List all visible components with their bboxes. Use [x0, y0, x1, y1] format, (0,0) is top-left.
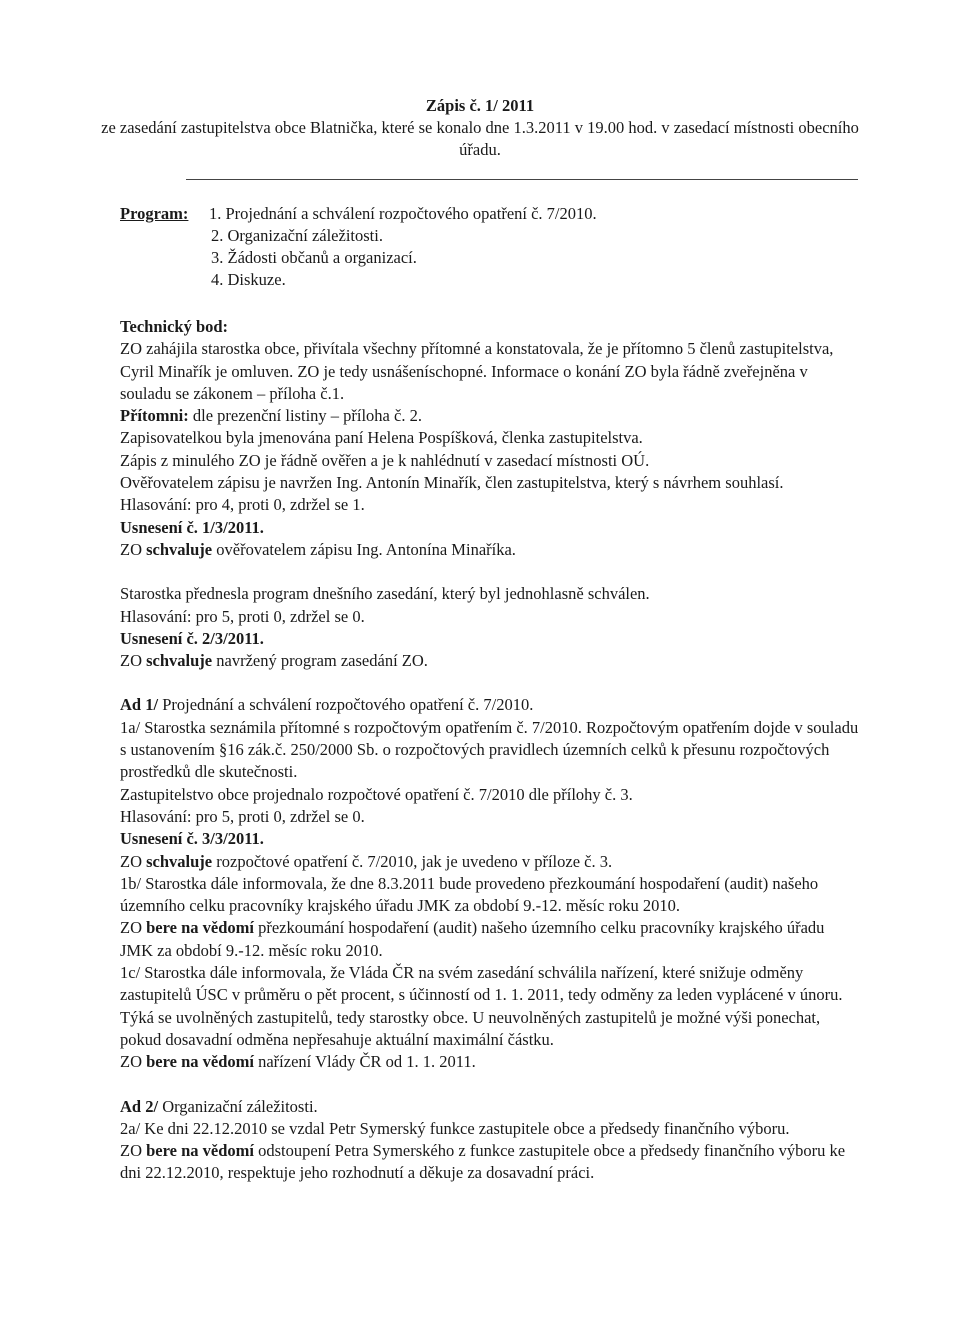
- technical-paragraph: ZO zahájila starostka obce, přivítala všechny přítomné a konstatovala, že je přítomno 5 členů zastupitelstva, Cyril Minařík je omluven. ZO je tedy usnášeníschopné. Informace o konání ZO byla řádně zveřejněna v souladu se zákonem – příloha č.1.: [120, 339, 834, 403]
- resolution-subject: ZO: [120, 651, 142, 671]
- ad1-title: Projednání a schválení rozpočtového opatření č. 7/2010.: [162, 695, 534, 715]
- resolution-number: Usnesení č. 1/3/2011.: [120, 517, 264, 537]
- minutes-line: Zápis z minulého ZO je řádně ověřen a je k nahlédnutí v zasedací místnosti OÚ.: [120, 450, 650, 470]
- verifier-line: Ověřovatelem zápisu je navržen Ing. Antonín Minařík, člen zastupitelstva, který s návrhem souhlasí.: [120, 473, 784, 493]
- note-verb: bere na vědomí: [146, 1141, 254, 1161]
- note-subject: ZO: [120, 1141, 142, 1161]
- present-label: Přítomni:: [120, 406, 189, 426]
- ad1-heading: [120, 694, 860, 716]
- ad1-paragraph-c: 1c/ Starostka dále informovala, že Vláda ČR na svém zasedání schválila nařízení, které snižuje odměny zastupitelů ÚSC v průměru o pět procent, s účinností od 1. 1. 2011, tedy odměny za leden vyplácené v únoru. Týká se uvolněných zastupitelů, tedy starostky obce. U neuvolněných zastupitelů je možné výši ponechat, pokud dosavadní odměna nepřesahuje aktuální maximální částku.: [120, 963, 843, 1049]
- resolution-verb: schvaluje: [146, 651, 213, 671]
- note-verb: bere na vědomí: [146, 918, 254, 938]
- ad1-c-note: [120, 1051, 860, 1073]
- ad2-a-note: [120, 1140, 860, 1185]
- recorder-line: Zapisovatelkou byla jmenována paní Helena Pospíšková, členka zastupitelstva.: [120, 428, 643, 448]
- ad1-paragraph-b: 1b/ Starostka dále informovala, že dne 8.3.2011 bude provedeno přezkoumání hospodaření (audit) našeho územního celku pracovníky krajského úřadu JMK za období 9.-12. měsíc roku 2010.: [120, 873, 819, 916]
- resolution-text: [120, 650, 860, 672]
- ad2-title: Organizační záležitosti.: [162, 1096, 318, 1116]
- ad2-label: Ad 2/: [120, 1096, 159, 1116]
- document-title: Zápis č. 1/ 2011: [425, 96, 535, 115]
- program-label: Program:: [120, 204, 189, 223]
- program-list: [209, 203, 809, 291]
- ad2-paragraph-a: 2a/ Ke dni 22.12.2010 se vzdal Petr Symerský funkce zastupitele obce a předsedy finančního výboru.: [120, 1118, 790, 1138]
- present-text: dle prezenční listiny – příloha č. 2.: [192, 406, 422, 426]
- resolution-verb: schvaluje: [146, 539, 213, 559]
- ad1-paragraph-a: 1a/ Starostka seznámila přítomné s rozpočtovým opatřením č. 7/2010. Rozpočtovým opatřením dojde v souladu s ustanovením §16 zák.č. 250/2000 Sb. o rozpočtových pravidlech územních celků k přesunu rozpočtových prostředků dle skutečnosti.: [120, 717, 859, 782]
- ad2-heading: [120, 1096, 860, 1118]
- resolution-verb: schvaluje: [146, 851, 213, 871]
- note-detail: odstoupení Petra Symerského z funkce zastupitele obce a předsedy finančního výboru ke dni 22.12.2010, respektuje jeho rozhodnutí a děkuje za dosavadní práci.: [120, 1141, 846, 1183]
- ad1-paragraph-a2: Zastupitelstvo obce projednalo rozpočtové opatření č. 7/2010 dle přílohy č. 3.: [120, 784, 633, 804]
- note-detail: nařízení Vlády ČR od 1. 1. 2011.: [258, 1052, 476, 1072]
- document-subtitle: ze zasedání zastupitelstva obce Blatnička, které se konalo dne 1.3.2011 v 19.00 hod. v zasedací místnosti obecního úřadu.: [101, 118, 859, 159]
- note-detail: přezkoumání hospodaření (audit) našeho územního celku pracovníky krajského úřadu JMK za období 9.-12. měsíc roku 2010.: [120, 918, 825, 960]
- technical-heading: Technický bod:: [120, 317, 229, 336]
- ad1-b-note: [120, 917, 860, 962]
- vote-line: Hlasování: pro 4, proti 0, zdržel se 1.: [120, 495, 365, 515]
- document-body: [120, 316, 860, 1185]
- resolution-number: Usnesení č. 3/3/2011.: [120, 829, 264, 849]
- program-item: 1. Projednání a schválení rozpočtového opatření č. 7/2010.: [209, 204, 597, 223]
- header-divider: [186, 179, 858, 180]
- resolution-number: Usnesení č. 2/3/2011.: [120, 628, 264, 648]
- program-item: 3. Žádosti občanů a organizací.: [211, 248, 417, 267]
- present-line: [120, 405, 860, 427]
- resolution-subject: ZO: [120, 539, 142, 559]
- vote-line: Hlasování: pro 5, proti 0, zdržel se 0.: [120, 606, 365, 626]
- resolution-text: [120, 851, 860, 873]
- note-subject: ZO: [120, 918, 142, 938]
- resolution-detail: navržený program zasedání ZO.: [216, 651, 428, 671]
- program-approval-line: Starostka přednesla program dnešního zasedání, který byl jednohlasně schválen.: [120, 584, 650, 604]
- document-header: [0, 95, 960, 161]
- note-verb: bere na vědomí: [146, 1052, 254, 1072]
- resolution-detail: ověřovatelem zápisu Ing. Antonína Minaříka.: [216, 539, 516, 559]
- ad1-label: Ad 1/: [120, 695, 159, 715]
- vote-line: Hlasování: pro 5, proti 0, zdržel se 0.: [120, 806, 365, 826]
- resolution-detail: rozpočtové opatření č. 7/2010, jak je uvedeno v příloze č. 3.: [216, 851, 613, 871]
- program-item: 2. Organizační záležitosti.: [211, 226, 383, 245]
- resolution-subject: ZO: [120, 851, 142, 871]
- program-item: 4. Diskuze.: [211, 270, 286, 289]
- note-subject: ZO: [120, 1052, 142, 1072]
- resolution-text: [120, 539, 860, 561]
